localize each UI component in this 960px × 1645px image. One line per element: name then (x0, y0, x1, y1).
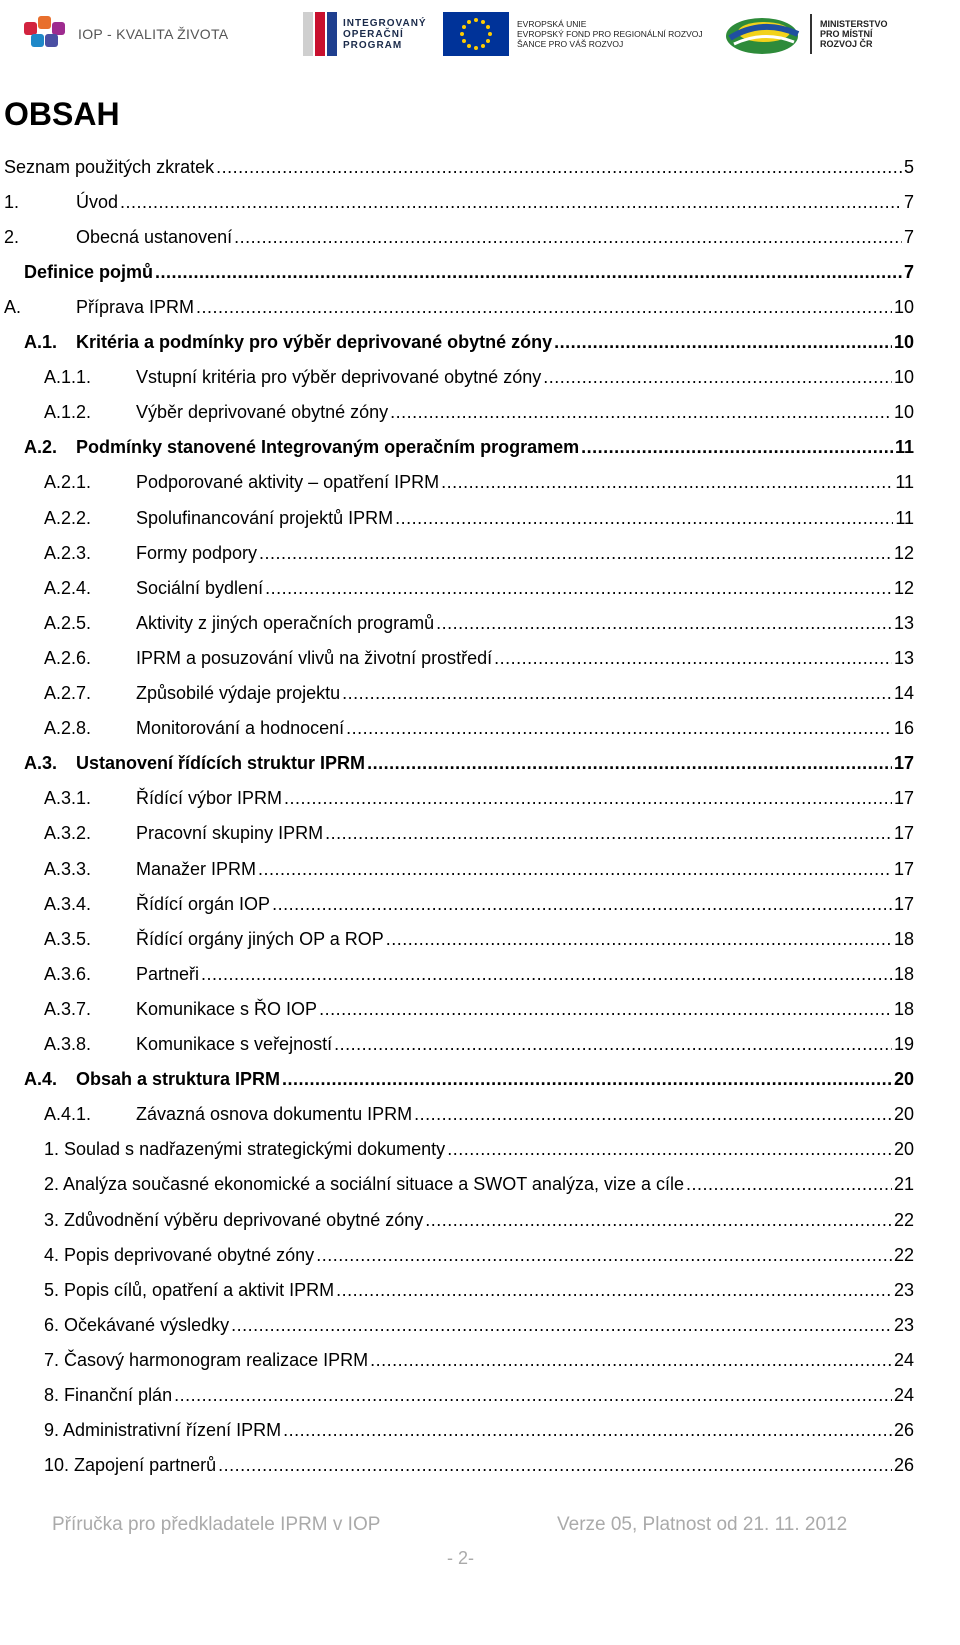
toc-leader-dots (120, 192, 902, 213)
toc-entry-number: A.3.1. (44, 788, 92, 809)
toc-entry[interactable] (44, 641, 914, 675)
iop-logo (22, 8, 228, 60)
mmr-logo-line: ROZVOJ ČR (820, 39, 873, 49)
toc-leader-dots (441, 472, 893, 493)
toc-entry-page: 18 (893, 963, 914, 984)
toc-leader-dots (543, 367, 892, 388)
toc-entry[interactable] (44, 712, 914, 746)
toc-entry-number: A.3.6. (44, 963, 92, 984)
toc-entry[interactable] (44, 1028, 914, 1062)
toc-entry-number: A.3.7. (44, 998, 92, 1019)
toc-entry-page: 10 (893, 296, 914, 317)
toc-leader-dots (231, 1315, 892, 1336)
toc-leader-dots (316, 1245, 892, 1266)
toc-entry-title: 2. Analýza současné ekonomické a sociální situace a SWOT analýza, vize a cíle (44, 1174, 684, 1195)
toc-entry-title: Obecná ustanovení (76, 226, 233, 247)
toc-leader-dots (436, 613, 892, 634)
toc-entry-page: 11 (895, 472, 914, 493)
toc-leader-dots (494, 648, 892, 669)
toc-leader-dots (201, 964, 892, 985)
mmr-logo (724, 8, 888, 60)
toc-entry-number: A.3. (24, 753, 58, 774)
toc-entry-title: 3. Zdůvodnění výběru deprivované obytné zóny (44, 1209, 424, 1230)
toc-entry[interactable] (24, 326, 914, 360)
toc-entry-page: 13 (893, 647, 914, 668)
toc-entry[interactable] (44, 852, 914, 886)
toc-entry-page: 24 (893, 1385, 914, 1405)
page-number: - 2- (447, 1548, 474, 1568)
toc-leader-dots (370, 1350, 892, 1371)
toc-entry[interactable] (44, 922, 914, 956)
toc-entry-number: A.1. (24, 332, 58, 352)
toc-entry-page: 22 (893, 1244, 914, 1265)
toc-entry-page: 10 (893, 402, 914, 423)
toc-leader-dots (581, 437, 893, 458)
toc-entry-page: 13 (893, 612, 914, 633)
toc-entry-title: Vstupní kritéria pro výběr deprivované obytné zóny (136, 367, 542, 388)
toc-entry-title: Výběr deprivované obytné zóny (136, 402, 389, 423)
toc-entry[interactable] (44, 1273, 914, 1307)
toc-entry-page: 20 (893, 1104, 914, 1125)
iop-label: IOP - KVALITA ŽIVOTA (78, 26, 229, 42)
toc-entry-title: Formy podpory (136, 542, 258, 563)
toc-entry-title: Řídící výbor IPRM (136, 788, 283, 809)
toc-entry-page: 12 (893, 577, 914, 598)
toc-leader-dots (447, 1139, 892, 1160)
flag-bars-icon (303, 12, 337, 56)
toc-leader-dots (334, 1034, 892, 1055)
toc-entry-page: 18 (893, 998, 914, 1019)
toc-entry[interactable] (44, 887, 914, 921)
toc-entry-title: Závazná osnova dokumentu IPRM (136, 1104, 413, 1125)
toc-entry-title: Aktivity z jiných operačních programů (136, 612, 435, 633)
toc-entry-title: Partneři (136, 963, 200, 984)
toc-entry-title: 7. Časový harmonogram realizace IPRM (44, 1349, 369, 1370)
toc-entry-title: Podporované aktivity – opatření IPRM (136, 472, 440, 493)
toc-leader-dots (319, 999, 892, 1020)
toc-entry-title: Definice pojmů (24, 261, 154, 282)
footer-version: Verze 05, Platnost od 21. 11. 2012 (557, 1514, 848, 1535)
hexagon-logo-icon (22, 14, 70, 54)
toc-entry-page: 20 (893, 1139, 914, 1160)
toc-entry-number: A.1.2. (44, 402, 92, 423)
toc-leader-dots (258, 859, 892, 880)
toc-leader-dots (196, 297, 892, 318)
toc-entry-number: A.2.1. (44, 472, 92, 493)
toc-entry-title: Manažer IPRM (136, 858, 257, 879)
toc-entry-page: 14 (893, 683, 914, 703)
footer-title: Příručka pro předkladatele IPRM v IOP (52, 1514, 381, 1535)
toc-entry-page: 12 (893, 542, 914, 563)
toc-leader-dots (283, 1420, 892, 1441)
toc-entry-title: Kritéria a podmínky pro výběr deprivované obytné zóny (76, 332, 553, 352)
toc-entry[interactable] (24, 431, 914, 465)
toc-entry[interactable] (44, 1168, 914, 1202)
toc-entry-page: 17 (893, 893, 914, 914)
toc-entry-page: 17 (893, 753, 914, 774)
toc-entry[interactable] (4, 185, 914, 219)
toc-entry-title: 4. Popis deprivované obytné zóny (44, 1244, 315, 1265)
toc-entry-page: 7 (903, 191, 914, 212)
eu-logo-line: EVROPSKÝ FOND PRO REGIONÁLNÍ ROZVOJ (517, 29, 703, 39)
toc-entry-number: A.2.7. (44, 683, 92, 703)
toc-leader-dots (234, 227, 902, 248)
toc-entry-number: A.2.3. (44, 542, 92, 563)
toc-entry[interactable] (44, 782, 914, 816)
toc-leader-dots (325, 823, 892, 844)
toc-entry-number: A.1.1. (44, 367, 92, 388)
toc-leader-dots (218, 1455, 892, 1476)
toc-entry-number: A.2.6. (44, 647, 92, 668)
toc-leader-dots (686, 1174, 892, 1195)
toc-entry[interactable] (44, 1414, 914, 1448)
toc-entry-number: A.2.2. (44, 507, 92, 528)
toc-leader-dots (386, 929, 892, 950)
iprm-logo-line: INTEGROVANÝ (343, 17, 427, 29)
toc-entry-title: 8. Finanční plán (44, 1385, 173, 1405)
toc-entry-number: A.2.4. (44, 577, 92, 598)
toc-leader-dots (282, 1069, 892, 1090)
toc-leader-dots (425, 1210, 892, 1231)
toc-entry-number: A.4. (24, 1069, 58, 1090)
toc-leader-dots (272, 894, 892, 915)
toc-entry-page: 19 (893, 1034, 914, 1054)
toc-leader-dots (554, 332, 892, 353)
mmr-logo-line: PRO MÍSTNÍ (820, 29, 873, 39)
toc-entry-page: 23 (893, 1279, 914, 1300)
toc-entry-page: 21 (893, 1174, 914, 1195)
toc-leader-dots (395, 508, 893, 529)
toc-entry[interactable] (44, 501, 914, 535)
toc-leader-dots (342, 683, 892, 704)
toc-entry[interactable] (44, 677, 914, 711)
iprm-logo-line: PROGRAM (343, 39, 403, 51)
toc-entry-title: Spolufinancování projektů IPRM (136, 507, 394, 528)
toc-leader-dots (336, 1280, 892, 1301)
toc-entry[interactable] (44, 1133, 914, 1167)
toc-entry-page: 10 (893, 332, 914, 352)
toc-entry[interactable] (44, 1238, 914, 1272)
toc-entry-title: 6. Očekávané výsledky (44, 1314, 230, 1335)
mmr-logo-line: MINISTERSTVO (820, 19, 888, 29)
page-header (0, 0, 960, 62)
toc-entry-page: 7 (903, 226, 914, 247)
toc-entry[interactable] (44, 1343, 914, 1377)
toc-entry[interactable] (44, 606, 914, 640)
toc-entry-number: 2. (4, 226, 20, 247)
toc-entry[interactable] (44, 992, 914, 1026)
iprm-logo-line: OPERAČNÍ (343, 28, 404, 40)
toc-entry-number: A.2.5. (44, 612, 92, 633)
toc-entry-number: A.3.8. (44, 1034, 92, 1054)
toc-entry[interactable] (24, 1063, 914, 1097)
toc-entry-title: Podmínky stanovené Integrovaným operačním programem (76, 437, 580, 458)
toc-entry-title: 9. Administrativní řízení IPRM (44, 1420, 282, 1441)
toc-entry-title: Způsobilé výdaje projektu (136, 683, 341, 703)
toc-entry[interactable] (44, 1203, 914, 1237)
eu-flag-icon (443, 12, 509, 56)
toc-entry-number: A.3.2. (44, 823, 92, 844)
toc-entry[interactable] (24, 747, 914, 781)
toc-leader-dots (367, 753, 892, 774)
toc-entry[interactable] (44, 361, 914, 395)
toc-entry-page: 17 (893, 788, 914, 809)
toc-leader-dots (414, 1104, 892, 1125)
toc-entry[interactable] (44, 817, 914, 851)
toc-entry[interactable] (44, 571, 914, 605)
toc-entry-title: Komunikace s ŘO IOP (136, 998, 318, 1019)
toc-entry-number: A.4.1. (44, 1104, 92, 1125)
toc-entry-page: 23 (893, 1314, 914, 1335)
toc-entry-page: 26 (893, 1455, 914, 1476)
toc-entry[interactable] (24, 255, 914, 289)
toc-entry-title: Řídící orgány jiných OP a ROP (136, 928, 384, 949)
toc-entry-page: 11 (895, 507, 914, 528)
toc-entry-title: Řídící orgán IOP (136, 893, 271, 914)
toc-entry[interactable] (4, 150, 914, 184)
toc-leader-dots (346, 718, 892, 739)
toc-entry-title: Obsah a struktura IPRM (76, 1069, 281, 1090)
toc-entry-page: 20 (893, 1069, 914, 1090)
toc-entry-page: 10 (893, 367, 914, 388)
toc-leader-dots (155, 262, 902, 283)
toc-entry-page: 17 (893, 823, 914, 844)
toc-entry-number: A.2.8. (44, 718, 92, 739)
toc-leader-dots (174, 1385, 892, 1406)
toc-leader-dots (216, 157, 902, 178)
toc-entry-number: A.2. (24, 437, 58, 458)
toc-entry-page: 5 (903, 156, 914, 177)
eu-logo (443, 8, 703, 60)
toc-entry-page: 24 (893, 1349, 914, 1370)
toc-entry[interactable] (44, 396, 914, 430)
eu-logo-line: EVROPSKÁ UNIE (517, 19, 587, 29)
toc-entry[interactable] (4, 220, 914, 254)
toc-entry-page: 22 (893, 1209, 914, 1230)
toc-entry-number: A.3.3. (44, 858, 92, 879)
toc-entry-number: A. (4, 296, 22, 317)
toc-entry[interactable] (44, 466, 914, 500)
toc-entry-title: 5. Popis cílů, opatření a aktivit IPRM (44, 1279, 335, 1300)
toc-entry-title: Příprava IPRM (76, 296, 195, 317)
toc-entry-title: Monitorování a hodnocení (136, 718, 345, 739)
toc-entry[interactable] (44, 1098, 914, 1132)
toc-entry[interactable] (44, 1449, 914, 1483)
toc-entry[interactable] (44, 536, 914, 570)
toc-entry-page: 26 (893, 1420, 914, 1441)
toc-entry-title: Úvod (76, 191, 119, 212)
toc-entry-title: Komunikace s veřejností (136, 1034, 333, 1054)
toc-entry[interactable] (44, 1308, 914, 1342)
toc-entry-title: Sociální bydlení (136, 577, 264, 598)
toc-leader-dots (265, 578, 892, 599)
toc-entry-title: IPRM a posuzování vlivů na životní prostředí (136, 647, 493, 668)
toc-entry-page: 11 (894, 437, 914, 458)
toc-entry-page: 17 (893, 858, 914, 879)
toc-entry-number: A.3.4. (44, 893, 92, 914)
toc-entry-page: 7 (903, 261, 914, 282)
toc-entry[interactable] (44, 957, 914, 991)
eu-logo-line: ŠANCE PRO VÁŠ ROZVOJ (517, 39, 624, 49)
toc-entry[interactable] (4, 290, 914, 324)
toc-entry-title: 1. Soulad s nadřazenými strategickými dokumenty (44, 1139, 446, 1160)
toc-entry-title: Seznam použitých zkratek (4, 156, 215, 177)
page-title: OBSAH (4, 96, 120, 132)
toc-entry-number: A.3.5. (44, 928, 92, 949)
mmr-emblem-icon (724, 12, 802, 56)
toc-entry-title: Ustanovení řídících struktur IPRM (76, 753, 366, 774)
toc-entry[interactable] (44, 1379, 914, 1413)
toc-entry-number: 1. (4, 191, 20, 212)
toc-entry-page: 16 (893, 718, 914, 739)
toc-leader-dots (259, 543, 892, 564)
toc-entry-title: 10. Zapojení partnerů (44, 1455, 217, 1476)
toc-leader-dots (284, 788, 892, 809)
iprm-logo (303, 8, 427, 60)
toc-leader-dots (390, 402, 892, 423)
toc-entry-title: Pracovní skupiny IPRM (136, 823, 324, 844)
toc-entry-page: 18 (893, 928, 914, 949)
